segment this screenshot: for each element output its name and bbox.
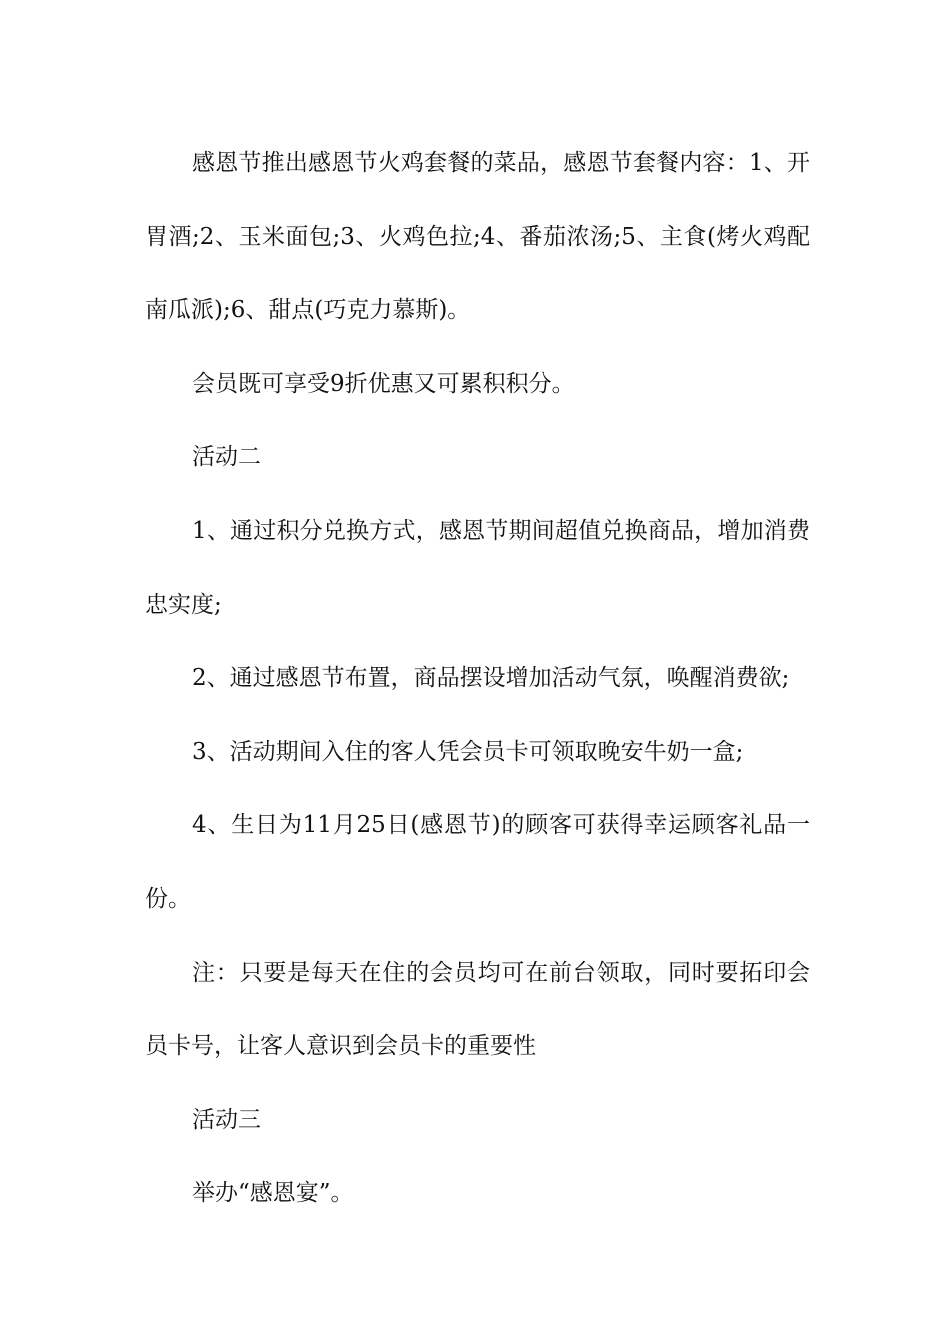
paragraph-item-2: 2、通过感恩节布置，商品摆设增加活动气氛，唤醒消费欲; bbox=[192, 665, 790, 692]
paragraph-item-1: 1、通过积分兑换方式，感恩节期间超值兑换商品，增加消费忠实度; bbox=[145, 517, 810, 618]
paragraph-note: 注：只要是每天在住的会员均可在前台领取，同时要拓印会员卡号，让客人意识到会员卡的重要性 bbox=[145, 959, 810, 1060]
paragraph-item-3: 3、活动期间入住的客人凭会员卡可领取晚安牛奶一盒; bbox=[192, 738, 744, 765]
section-heading-activity-2: 活动二 bbox=[192, 444, 261, 471]
document-body bbox=[145, 127, 810, 1231]
paragraph-menu: 感恩节推出感恩节火鸡套餐的菜品，感恩节套餐内容：1、开胃酒;2、玉米面包;3、火鸡色拉;4、番茄浓汤;5、主食(烤火鸡配南瓜派);6、甜点(巧克力慕斯)。 bbox=[145, 150, 810, 324]
paragraph-item-4: 4、生日为11月25日(感恩节)的顾客可获得幸运顾客礼品一份。 bbox=[145, 812, 810, 912]
paragraph-member-discount: 会员既可享受9折优惠又可累积积分。 bbox=[192, 370, 575, 397]
paragraph-banquet: 举办“感恩宴”。 bbox=[192, 1180, 354, 1207]
section-heading-activity-3: 活动三 bbox=[192, 1106, 261, 1133]
